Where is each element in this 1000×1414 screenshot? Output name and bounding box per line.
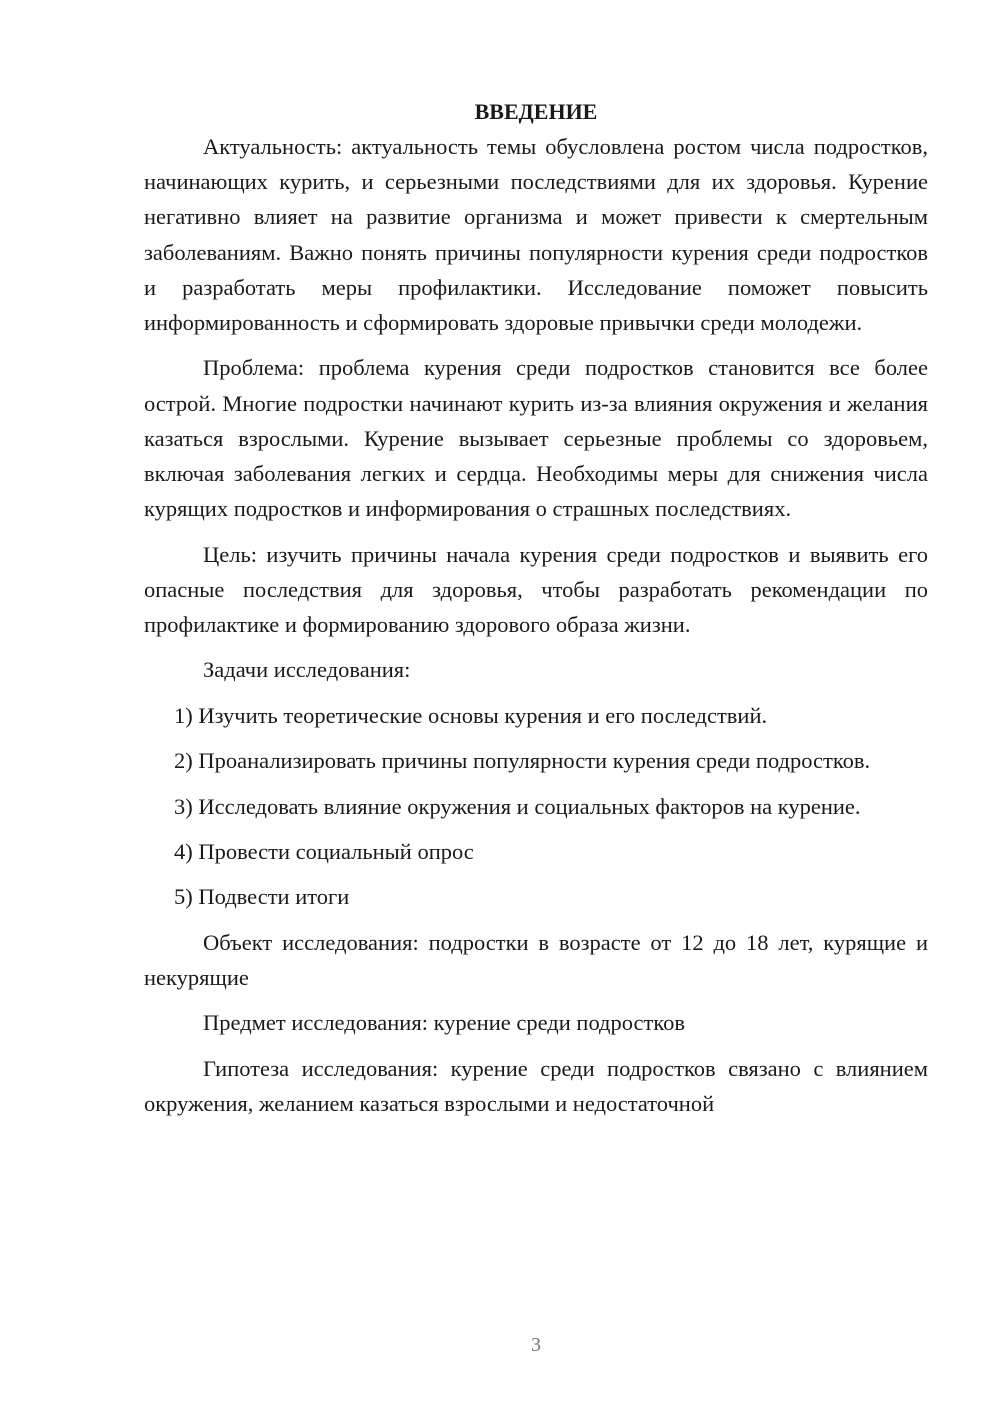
subject-paragraph: Предмет исследования: курение среди подростков	[203, 1010, 686, 1036]
task-item: 1) Изучить теоретические основы курения и его последствий.	[174, 702, 768, 728]
task-item: 5) Подвести итоги	[174, 884, 350, 910]
hypothesis-paragraph: Гипотеза исследования: курение среди подростков связано с влиянием окружения, желанием казаться взрослыми и недостаточной	[144, 1055, 928, 1116]
object-paragraph: Объект исследования: подростки в возрасте от 12 до 18 лет, курящие и некурящие	[144, 929, 928, 990]
task-item: 4) Провести социальный опрос	[174, 838, 474, 864]
page-content	[144, 94, 928, 1131]
section-title: ВВЕДЕНИЕ	[474, 99, 598, 124]
task-item: 3) Исследовать влияние окружения и социальных факторов на курение.	[174, 793, 861, 819]
task-item: 2) Проанализировать причины популярности курения среди подростков.	[174, 748, 871, 774]
goal-paragraph: Цель: изучить причины начала курения среди подростков и выявить его опасные последствия для здоровья, чтобы разработать рекомендации по профилактике и формированию здорового образа жизни.	[144, 541, 928, 638]
tasks-heading: Задачи исследования:	[203, 657, 411, 683]
page-number: 3	[531, 1334, 541, 1356]
relevance-paragraph: Актуальность: актуальность темы обусловлена ростом числа подростков, начинающих курить, и серьезными последствиями для их здоровья. Курение негативно влияет на развитие организма и может привести к смертельным заболеваниям. Важно понять причины популярности курения среди подростков и разработать меры профилактики. Исследование поможет повысить информированность и сформировать здоровые привычки среди молодежи.	[144, 134, 928, 336]
problem-paragraph: Проблема: проблема курения среди подростков становится все более острой. Многие подростки начинают курить из-за влияния окружения и желания казаться взрослыми. Курение вызывает серьезные проблемы со здоровьем, включая заболевания легких и сердца. Необходимы меры для снижения числа курящих подростков и информирования о страшных последствиях.	[144, 355, 928, 522]
